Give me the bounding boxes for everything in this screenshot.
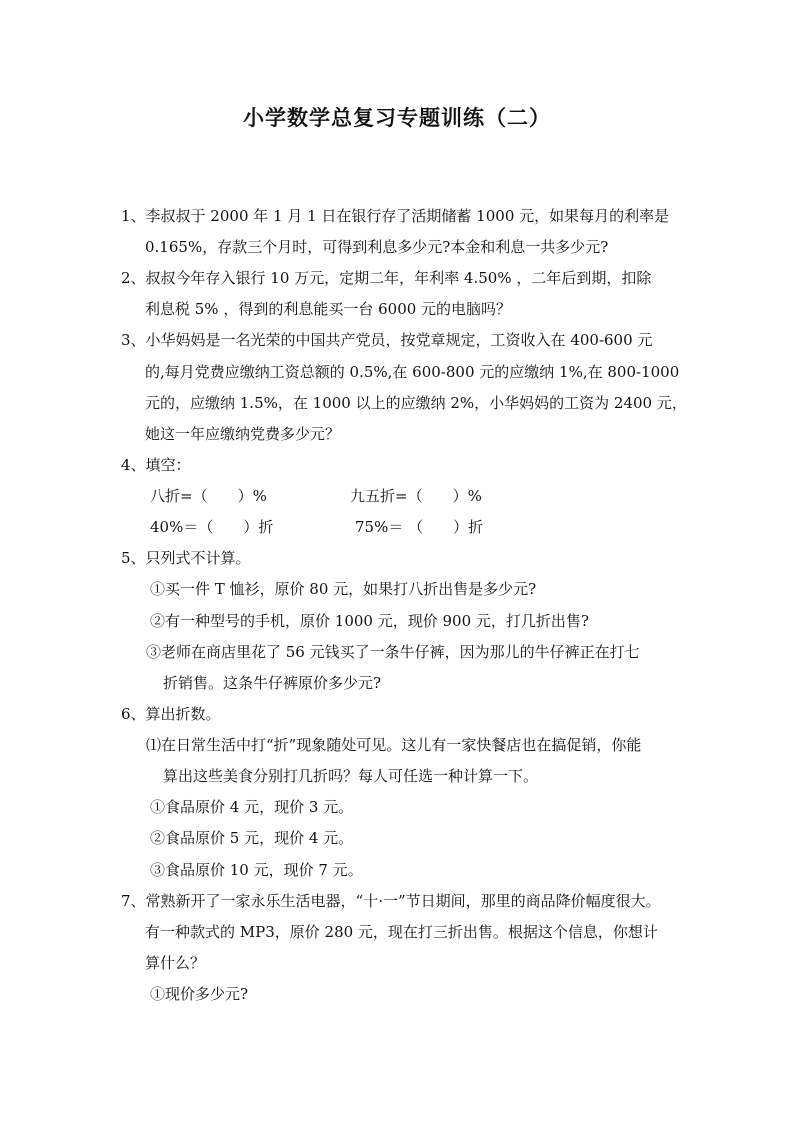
q7-line-1: 7、常熟新开了一家永乐生活电器，“十·一”节日期间，那里的商品降价幅度很大。 <box>121 892 661 910</box>
q6-item-3: ③食品原价 10 元，现价 7 元。 <box>150 861 363 879</box>
q6-heading: 6、算出折数。 <box>121 705 221 723</box>
q1-line-2: 0.165%，存款三个月时，可得到利息多少元?本金和利息一共多少元? <box>145 238 609 256</box>
q1-line-1: 1、李叔叔于 2000 年 1 月 1 日在银行存了活期储蓄 1000 元，如果每月的利率是 <box>121 207 670 225</box>
q5-item-2: ②有一种型号的手机，原价 1000 元，现价 900 元，打几折出售? <box>150 612 589 630</box>
q4-blank-b: 九五折=（ ）% <box>350 487 482 505</box>
q2-line-2: 利息税 5% ，得到的利息能买一台 6000 元的电脑吗？ <box>145 300 512 318</box>
q4-heading: 4、填空： <box>121 456 191 474</box>
q5-item-3-line-2: 折销售。这条牛仔裤原价多少元? <box>163 674 382 692</box>
q5-heading: 5、只列式不计算。 <box>121 549 251 567</box>
q4-blank-d: 75%＝ （ ）折 <box>355 518 484 536</box>
q3-line-2: 的,每月党费应缴纳工资总额的 0.5%,在 600-800 元的应缴纳 1%,在 800-1000 <box>145 363 680 381</box>
q6-intro-line-1: ⑴在日常生活中打“折”现象随处可见。这儿有一家快餐店也在搞促销，你能 <box>146 736 642 754</box>
q6-intro-line-2: 算出这些美食分别打几折吗？每人可任选一种计算一下。 <box>163 767 539 785</box>
q6-item-2: ②食品原价 5 元，现价 4 元。 <box>150 829 354 847</box>
q5-item-3-line-1: ③老师在商店里花了 56 元钱买了一条牛仔裤，因为那儿的牛仔裤正在打七 <box>146 643 640 661</box>
q3-line-4: 她这一年应缴纳党费多少元？ <box>145 425 341 443</box>
q2-line-1: 2、叔叔今年存入银行 10 万元，定期二年，年利率 4.50% ，二年后到期，扣除 <box>121 269 652 287</box>
page-title: 小学数学总复习专题训练（二） <box>243 106 551 130</box>
q4-blank-a: 八折=（ ）% <box>150 487 267 505</box>
q7-item-1: ①现价多少元? <box>150 985 249 1003</box>
q3-line-1: 3、小华妈妈是一名光荣的中国共产党员，按党章规定，工资收入在 400-600 元 <box>121 331 653 349</box>
q6-item-1: ①食品原价 4 元，现价 3 元。 <box>150 798 354 816</box>
q4-blank-c: 40%＝（ ）折 <box>150 518 274 536</box>
q3-line-3: 元的，应缴纳 1.5%，在 1000 以上的应缴纳 2%，小华妈妈的工资为 2400 元， <box>145 394 687 412</box>
q7-line-2: 有一种款式的 MP3，原价 280 元，现在打三折出售。根据这个信息，你想计 <box>145 923 658 941</box>
q5-item-1: ①买一件 T 恤衫，原价 80 元，如果打八折出售是多少元? <box>150 580 537 598</box>
q7-line-3: 算什么？ <box>145 954 206 972</box>
